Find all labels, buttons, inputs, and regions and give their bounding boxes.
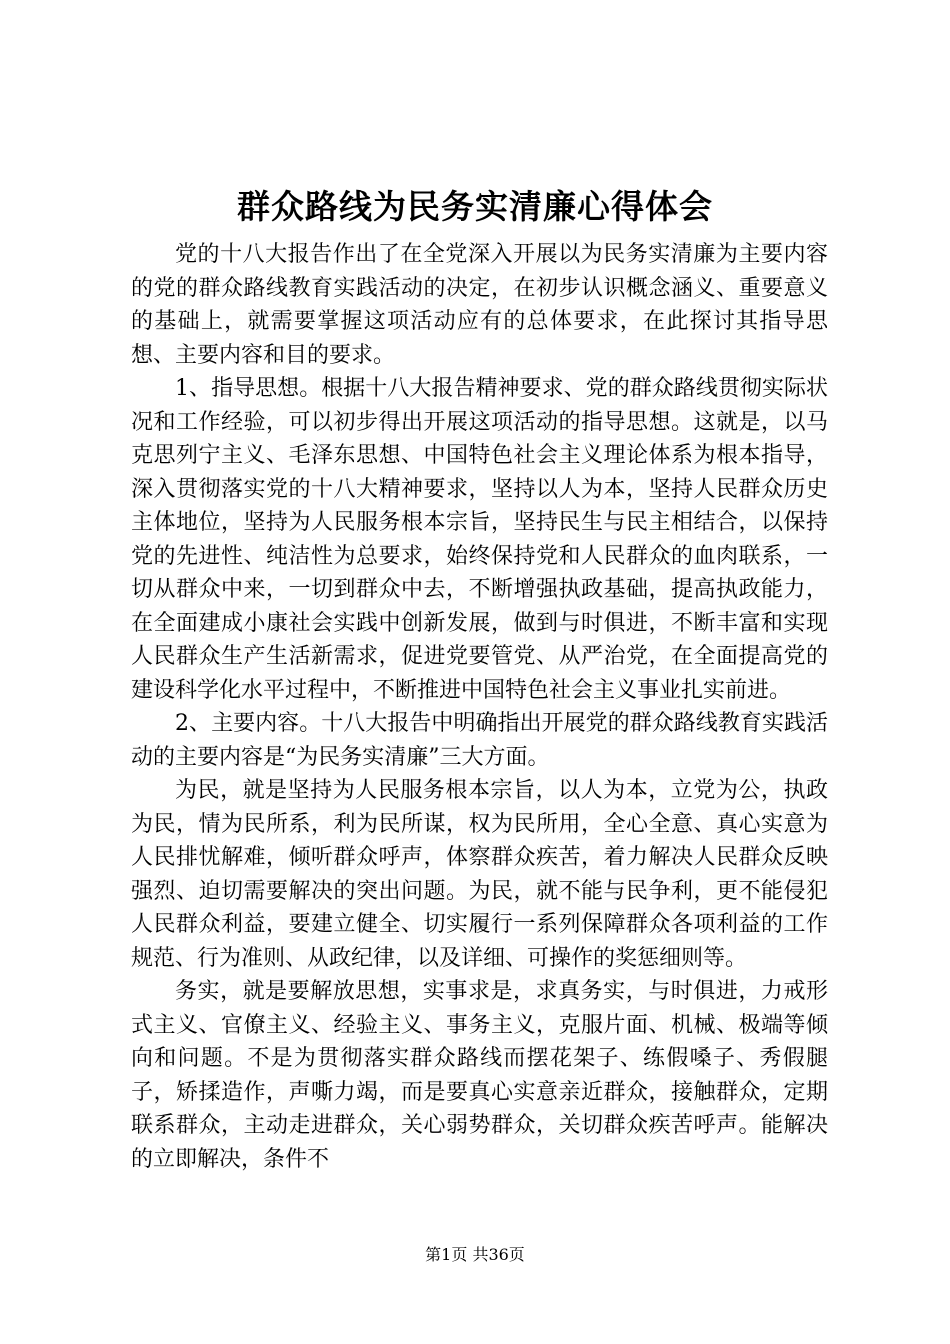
page-number-footer: 第1页 共36页	[425, 1245, 525, 1264]
document-body	[131, 238, 828, 1176]
paragraph-pragmatic: 务实，就是要解放思想，实事求是，求真务实，与时俱进，力戒形式主义、官僚主义、经验主义、事务主义，克服片面、机械、极端等倾向和问题。不是为贯彻落实群众路线而摆花架子、练假嗓子、秀假腿子，矫揉造作，声嘶力竭，而是要真心实意亲近群众，接触群众，定期联系群众，主动走进群众，关心弱势群众，关切群众疾苦呼声。能解决的立即解决，条件不	[131, 979, 828, 1172]
paragraph-main-content: 2、主要内容。十八大报告中明确指出开展党的群众路线教育实践活动的主要内容是“为民务实清廉”三大方面。	[131, 711, 828, 770]
paragraph-intro: 党的十八大报告作出了在全党深入开展以为民务实清廉为主要内容的党的群众路线教育实践活动的决定，在初步认识概念涵义、重要意义的基础上，就需要掌握这项活动应有的总体要求，在此探讨其指导思想、主要内容和目的要求。	[131, 242, 828, 368]
document-title: 群众路线为民务实清廉心得体会	[237, 187, 713, 226]
paragraph-for-the-people: 为民，就是坚持为人民服务根本宗旨，以人为本，立党为公，执政为民，情为民所系，利为民所谋，权为民所用，全心全意、真心实意为人民排忧解难，倾听群众呼声，体察群众疾苦，着力解决人民群众反映强烈、迫切需要解决的突出问题。为民，就不能与民争利，更不能侵犯人民群众利益，要建立健全、切实履行一系列保障群众各项利益的工作规范、行为准则、从政纪律，以及详细、可操作的奖惩细则等。	[131, 778, 828, 971]
paragraph-guiding-thought: 1、指导思想。根据十八大报告精神要求、党的群众路线贯彻实际状况和工作经验，可以初步得出开展这项活动的指导思想。这就是，以马克思列宁主义、毛泽东思想、中国特色社会主义理论体系为根本指导，深入贯彻落实党的十八大精神要求，坚持以人为本，坚持人民群众历史主体地位，坚持为人民服务根本宗旨，坚持民生与民主相结合，以保持党的先进性、纯洁性为总要求，始终保持党和人民群众的血肉联系，一切从群众中来，一切到群众中去，不断增强执政基础，提高执政能力，在全面建成小康社会实践中创新发展，做到与时俱进，不断丰富和实现人民群众生产生活新需求，促进党要管党、从严治党，在全面提高党的建设科学化水平过程中，不断推进中国特色社会主义事业扎实前进。	[131, 376, 828, 703]
